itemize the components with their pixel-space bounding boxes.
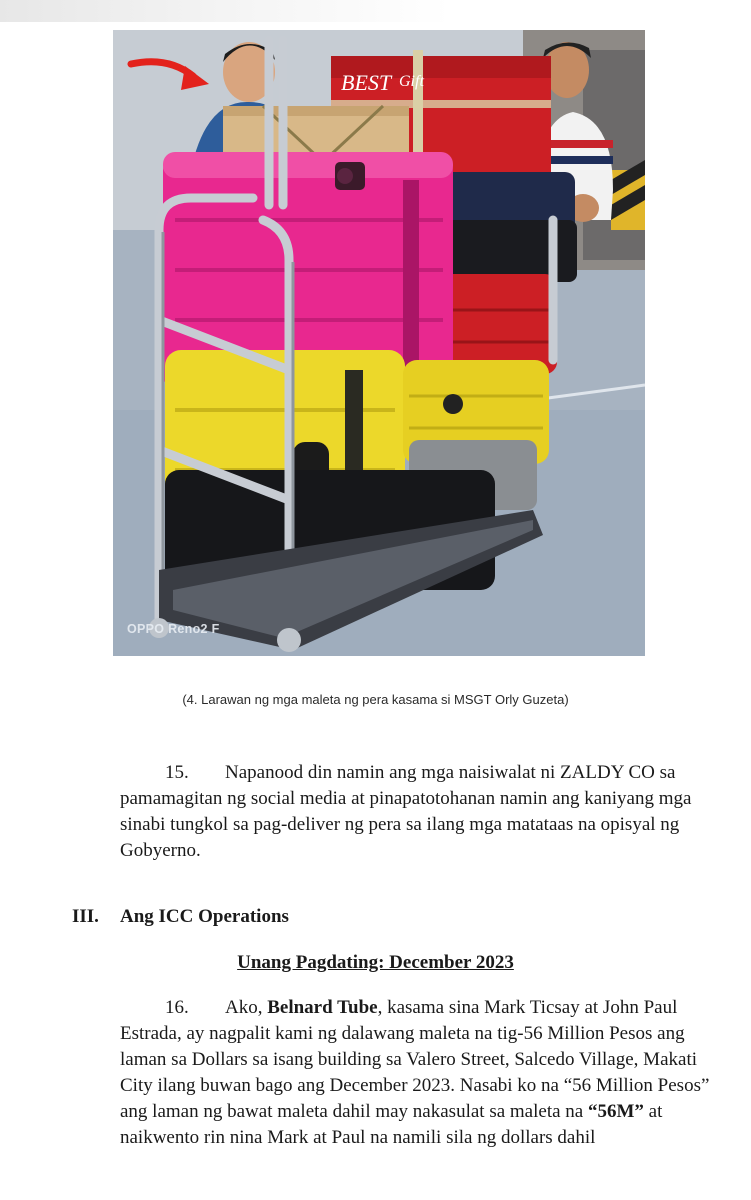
person-name: Belnard Tube bbox=[267, 997, 378, 1018]
paragraph-text-end: at naikwento rin nina Mark at Paul na namili sila ng dollars dahil bbox=[120, 1101, 663, 1148]
section-numeral: III. bbox=[72, 906, 99, 927]
paragraph-number: 16. bbox=[165, 997, 189, 1018]
luggage-cart-illustration bbox=[113, 30, 645, 656]
paragraph-15 bbox=[120, 760, 730, 864]
section-heading bbox=[72, 906, 289, 928]
amount-label: “56M” bbox=[587, 1101, 644, 1122]
paragraph-16 bbox=[120, 995, 730, 1151]
paragraph-lead: Ako, bbox=[225, 997, 268, 1018]
subheading: Unang Pagdating: December 2023 bbox=[237, 952, 514, 973]
paragraph-text: , kasama sina Mark Ticsay at John Paul Estrada, ay nagpalit kami ng dalawang maleta na tig-56 Million Pesos ang laman sa Dollars sa isang building sa Valero Street, Salcedo Village, Makati City ilang buwan bago ang December 2023. Nasabi ko na “56 Million Pesos” ang laman ng bawat maleta dahil may nakasulat sa maleta na bbox=[120, 997, 710, 1122]
photo-caption: (4. Larawan ng mga maleta ng pera kasama si MSGT Orly Guzeta) bbox=[182, 692, 569, 707]
section-title: Ang ICC Operations bbox=[120, 906, 289, 927]
paragraph-number: 15. bbox=[165, 762, 189, 783]
box-print-text: BEST bbox=[341, 70, 392, 95]
page-top-shadow bbox=[0, 0, 751, 22]
camera-watermark: OPPO Reno2 F bbox=[127, 622, 220, 636]
paragraph-text: Napanood din namin ang mga naisiwalat ni ZALDY CO sa pamamagitan ng social media at pinapatotohanan namin ang kaniyang mga sinabi tungkol sa pag-deliver ng pera sa ilang mga matataas na opisyal ng Gobyerno. bbox=[120, 762, 692, 861]
evidence-photo bbox=[113, 30, 645, 656]
box-print-text-2: Gift bbox=[399, 73, 424, 90]
